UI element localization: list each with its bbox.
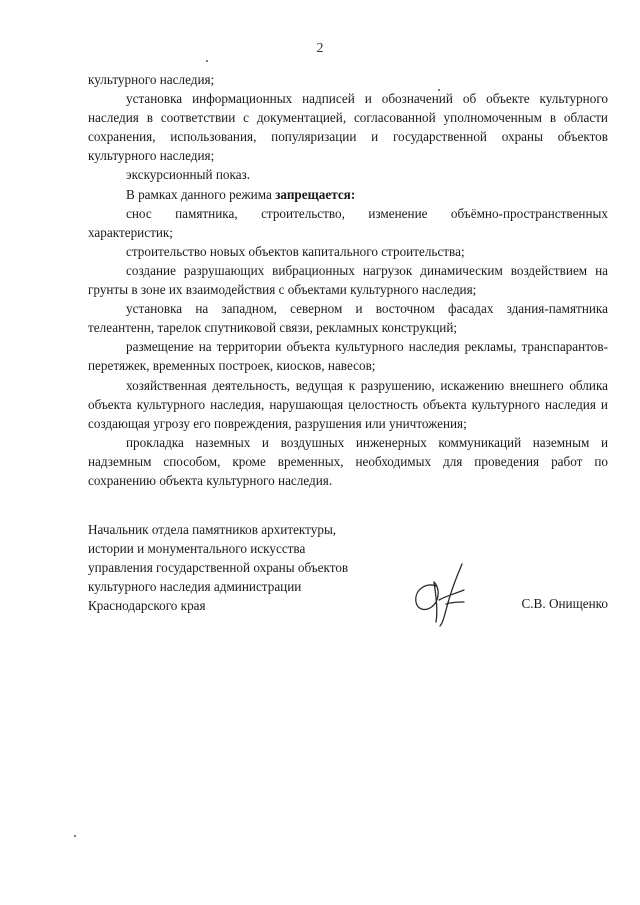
signature-strokes bbox=[416, 564, 464, 626]
paragraph-5: снос памятника, строительство, изменение объёмно-пространственных характеристик; bbox=[88, 205, 608, 240]
scan-speck bbox=[74, 835, 76, 837]
paragraph-8: установка на западном, северном и восточном фасадах здания-памятника телеантенн, тарелок спутниковой связи, рекламных конструкций; bbox=[88, 301, 608, 336]
signature-block bbox=[88, 520, 608, 630]
position-line: истории и монументального искусства bbox=[88, 541, 306, 556]
paragraph-10: хозяйственная деятельность, ведущая к разрушению, искажению внешнего облика объекта культурного наследия, нарушающая целостность объекта культурного наследия и создающая угрозу его повреждения, разрушения или уничтожения; bbox=[88, 377, 608, 431]
paragraph-11: прокладка наземных и воздушных инженерных коммуникаций наземным и надземным способом, кроме временных, необходимых для проведения работ по сохранению объекта культурного наследия. bbox=[88, 434, 608, 488]
position-line: культурного наследия администрации bbox=[88, 579, 302, 594]
prohibited-label: запрещается: bbox=[275, 186, 356, 202]
document-body bbox=[88, 70, 608, 490]
paragraph-1: культурного наследия; bbox=[88, 72, 215, 87]
page-number: 2 bbox=[316, 41, 324, 56]
paragraph-4 bbox=[88, 185, 608, 204]
position-line: Краснодарского края bbox=[88, 598, 206, 613]
signatory-position bbox=[88, 520, 398, 615]
paragraph-9: размещение на территории объекта культурного наследия рекламы, транспарантов-перетяжек, временных построек, киосков, навесов; bbox=[88, 339, 608, 374]
scan-speck bbox=[206, 60, 208, 62]
paragraph-7: создание разрушающих вибрационных нагрузок динамическим воздействием на грунты в зоне их взаимодействия с объектами культурного наследия; bbox=[88, 262, 608, 298]
position-line: управления государственной охраны объектов bbox=[88, 560, 349, 575]
position-line: Начальник отдела памятников архитектуры, bbox=[88, 522, 337, 537]
handwritten-signature bbox=[406, 556, 476, 628]
paragraph-2: установка информационных надписей и обозначений об объекте культурного наследия в соответствии с документацией, согласованной уполномоченным в области сохранения, использования, популяризации и государственной охраны объектов культурного наследия; bbox=[88, 91, 608, 164]
signatory-name: С.В. Онищенко bbox=[521, 596, 608, 611]
paragraph-4-text: В рамках данного режима bbox=[126, 186, 276, 202]
paragraph-3: экскурсионный показ. bbox=[126, 167, 251, 183]
scan-speck bbox=[438, 89, 440, 91]
paragraph-6: строительство новых объектов капитального строительства; bbox=[126, 243, 465, 259]
